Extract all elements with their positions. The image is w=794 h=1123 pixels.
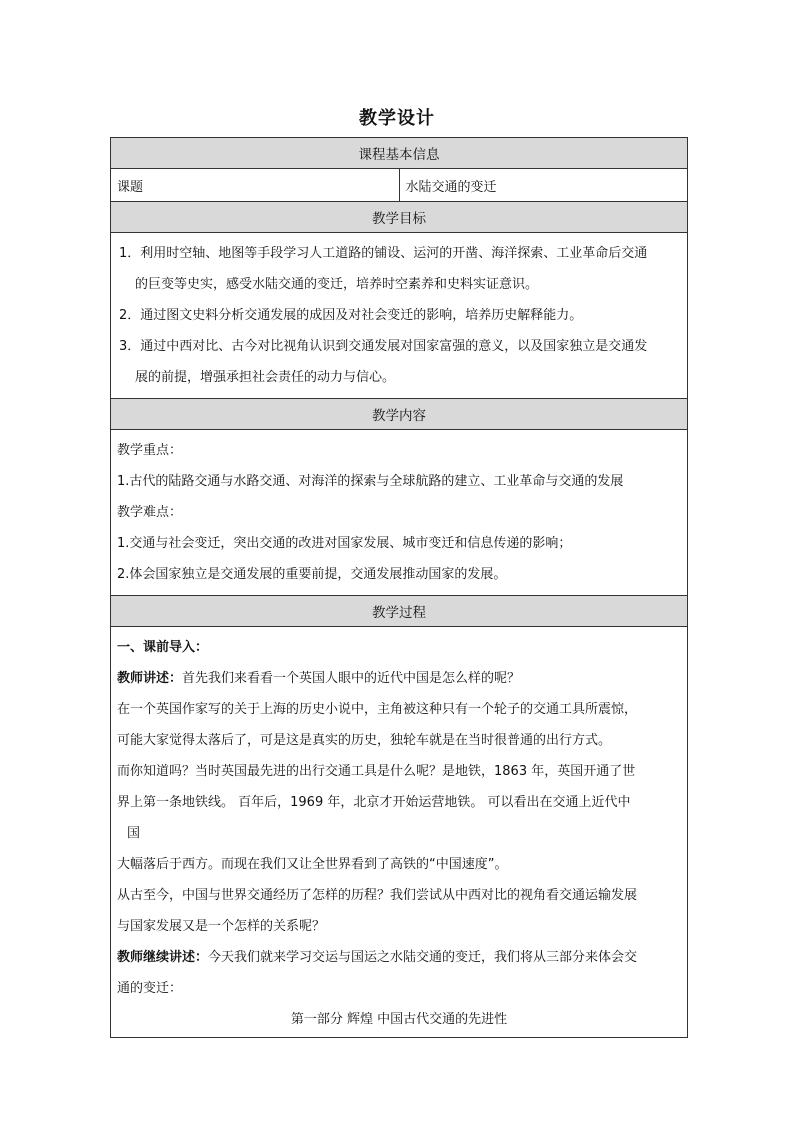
paragraph: 可能大家觉得太落后了，可是这是真实的历史，独轮车就是在当时很普通的出行方式。 xyxy=(117,733,612,748)
paragraph: 从古至今，中国与世界交通经历了怎样的历程？我们尝试从中西对比的视角看交通运输发展 xyxy=(117,888,638,903)
paragraph: 大幅落后于西方。而现在我们又让全世界看到了高铁的“中国速度”。 xyxy=(117,857,508,872)
content-cell xyxy=(111,430,688,596)
difficulty-label: 教学难点： xyxy=(117,505,183,520)
paragraph: 而你知道吗？当时英国最先进的出行交通工具是什么呢？是地铁，1863 年，英国开通了世 xyxy=(117,764,636,779)
focus-item: 1.古代的陆路交通与水路交通、对海洋的探索与全球航路的建立、工业革命与交通的发展 xyxy=(117,474,624,489)
goal-item: 3．通过中西对比、古今对比视角认识到交通发展对国家富强的意义，以及国家独立是交通发 展的前提，增强承担社会责任的动力与信心。 xyxy=(119,339,648,385)
difficulty-item: 1.交通与社会变迁，突出交通的改进对国家发展、城市变迁和信息传递的影响； xyxy=(117,536,572,551)
document-title: 教学设计 xyxy=(359,108,435,129)
intro-heading: 一、课前导入： xyxy=(117,640,209,655)
topic-value: 水陆交通的变迁 xyxy=(399,169,688,202)
paragraph: 在一个英国作家写的关于上海的历史小说中，主角被这种只有一个轮子的交通工具所震惊， xyxy=(117,702,638,717)
section-header-label: 教学过程 xyxy=(111,596,688,627)
section-header-label: 课程基本信息 xyxy=(111,138,688,169)
teacher-narration: 教师讲述：首先我们来看看一个英国人眼中的近代中国是怎么样的呢？ xyxy=(117,671,521,686)
lesson-plan-table xyxy=(110,137,688,1038)
goal-item: 2．通过图文史料分析交通发展的成因及对社会变迁的影响，培养历史解释能力。 xyxy=(119,308,583,323)
section-header-goals xyxy=(111,202,688,233)
teacher-narration-continued: 教师继续讲述：今天我们就来学习交运与国运之水陆交通的变迁，我们将从三部分来体会交 xyxy=(117,950,638,965)
paragraph: 与国家发展又是一个怎样的关系呢？ xyxy=(117,919,326,934)
paragraph: 界上第一条地铁线。 百年后，1969 年，北京才开始运营地铁。 可以看出在交通上近代中 xyxy=(117,795,631,810)
topic-row xyxy=(111,169,688,202)
process-row xyxy=(111,627,688,1038)
goals-row xyxy=(111,233,688,399)
content-row xyxy=(111,430,688,596)
topic-label: 课题 xyxy=(111,169,400,202)
section-header-label: 教学内容 xyxy=(111,399,688,430)
focus-label: 教学重点： xyxy=(117,443,183,458)
goals-cell xyxy=(111,233,688,399)
section-header-content xyxy=(111,399,688,430)
goal-item: 1．利用时空轴、地图等手段学习人工道路的铺设、运河的开凿、海洋探索、工业革命后交通 的巨变等史实，感受水陆交通的变迁，培养时空素养和史料实证意识。 xyxy=(119,246,648,292)
section-header-process xyxy=(111,596,688,627)
section-header-basic-info xyxy=(111,138,688,169)
difficulty-item: 2.体会国家独立是交通发展的重要前提，交通发展推动国家的发展。 xyxy=(117,567,507,582)
part-heading: 第一部分 辉煌 中国古代交通的先进性 xyxy=(290,1012,508,1027)
paragraph: 国 xyxy=(127,826,141,841)
process-cell xyxy=(111,627,688,1038)
paragraph: 通的变迁： xyxy=(117,981,183,996)
section-header-label: 教学目标 xyxy=(111,202,688,233)
